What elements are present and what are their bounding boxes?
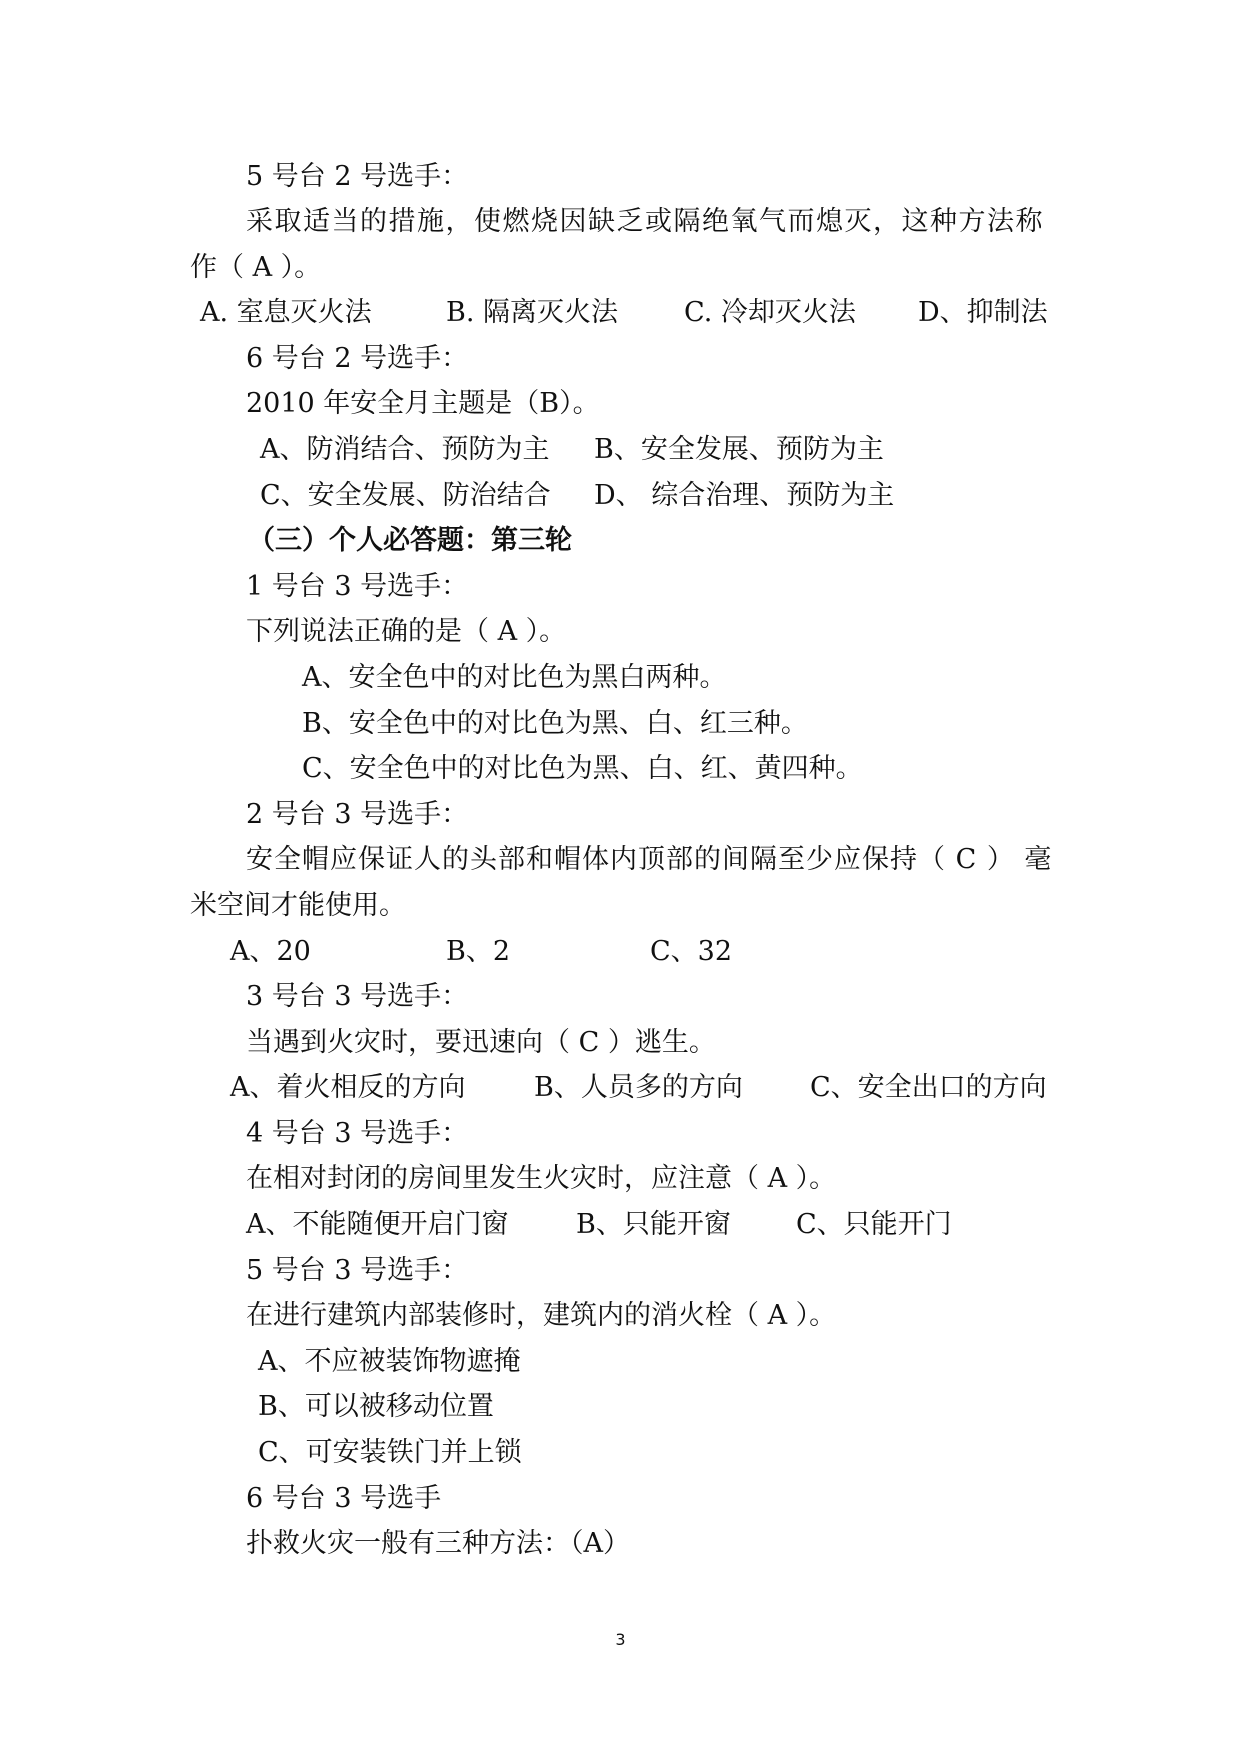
- text-line: 米空间才能使用。: [190, 890, 406, 921]
- option-b: B、可以被移动位置: [258, 1391, 494, 1422]
- text-line: 2010 年安全月主题是（B）。: [246, 388, 600, 419]
- text-line: 4 号台 3 号选手：: [246, 1118, 469, 1149]
- text-line: 6 号台 3 号选手: [246, 1483, 442, 1514]
- option-a: A、安全色中的对比色为黑白两种。: [302, 662, 727, 693]
- option-a: A、防消结合、预防为主: [260, 434, 550, 465]
- text-line: 在进行建筑内部装修时，建筑内的消火栓（ A ）。: [246, 1300, 837, 1331]
- option-a: A、不应被装饰物遮掩: [258, 1346, 521, 1377]
- option-b: B、只能开窗: [576, 1209, 731, 1240]
- option-c: C、可安装铁门并上锁: [258, 1437, 522, 1468]
- option-a: A、20: [230, 936, 311, 967]
- text-line: 作（ A ）。: [190, 252, 322, 283]
- text-line: 1 号台 3 号选手：: [246, 571, 469, 602]
- option-b: B. 隔离灭火法: [446, 297, 619, 328]
- text-line: 采取适当的措施，使燃烧因缺乏或隔绝氧气而熄灭，这种方法称: [246, 206, 1044, 237]
- option-d: D、 综合治理、预防为主: [594, 480, 895, 511]
- text-line: 安全帽应保证人的头部和帽体内顶部的间隔至少应保持（ C ） 毫: [246, 844, 1053, 875]
- text-line: 下列说法正确的是（ A ）。: [246, 616, 567, 647]
- text-line: 5 号台 2 号选手：: [246, 161, 469, 192]
- text-line: 2 号台 3 号选手：: [246, 799, 469, 830]
- text-line: 当遇到火灾时，要迅速向（ C ）逃生。: [246, 1027, 716, 1058]
- text-line: 5 号台 3 号选手：: [246, 1255, 469, 1286]
- option-a: A、不能随便开启门窗: [246, 1209, 509, 1240]
- option-c: C. 冷却灭火法: [684, 297, 856, 328]
- text-line: 在相对封闭的房间里发生火灾时，应注意（ A ）。: [246, 1163, 837, 1194]
- option-c: C、32: [650, 936, 733, 967]
- section-heading: （三）个人必答题：第三轮: [248, 525, 572, 556]
- option-b: B、安全色中的对比色为黑、白、红三种。: [302, 708, 808, 739]
- text-line: 6 号台 2 号选手：: [246, 343, 469, 374]
- page-number: 3: [615, 1630, 626, 1649]
- text-line: 扑救火灾一般有三种方法：（A）: [246, 1528, 630, 1559]
- option-c: C、安全发展、防治结合: [260, 480, 551, 511]
- text-line: 3 号台 3 号选手：: [246, 981, 469, 1012]
- option-a: A. 室息灭火法: [200, 297, 372, 328]
- option-c: C、安全色中的对比色为黑、白、红、黄四种。: [302, 753, 863, 784]
- option-b: B、安全发展、预防为主: [594, 434, 884, 465]
- option-b: B、人员多的方向: [534, 1072, 743, 1103]
- option-d: D、抑制法: [918, 297, 1048, 328]
- option-b: B、2: [446, 936, 511, 967]
- option-c: C、只能开门: [796, 1209, 952, 1240]
- option-a: A、着火相反的方向: [230, 1072, 466, 1103]
- option-c: C、安全出口的方向: [810, 1072, 1047, 1103]
